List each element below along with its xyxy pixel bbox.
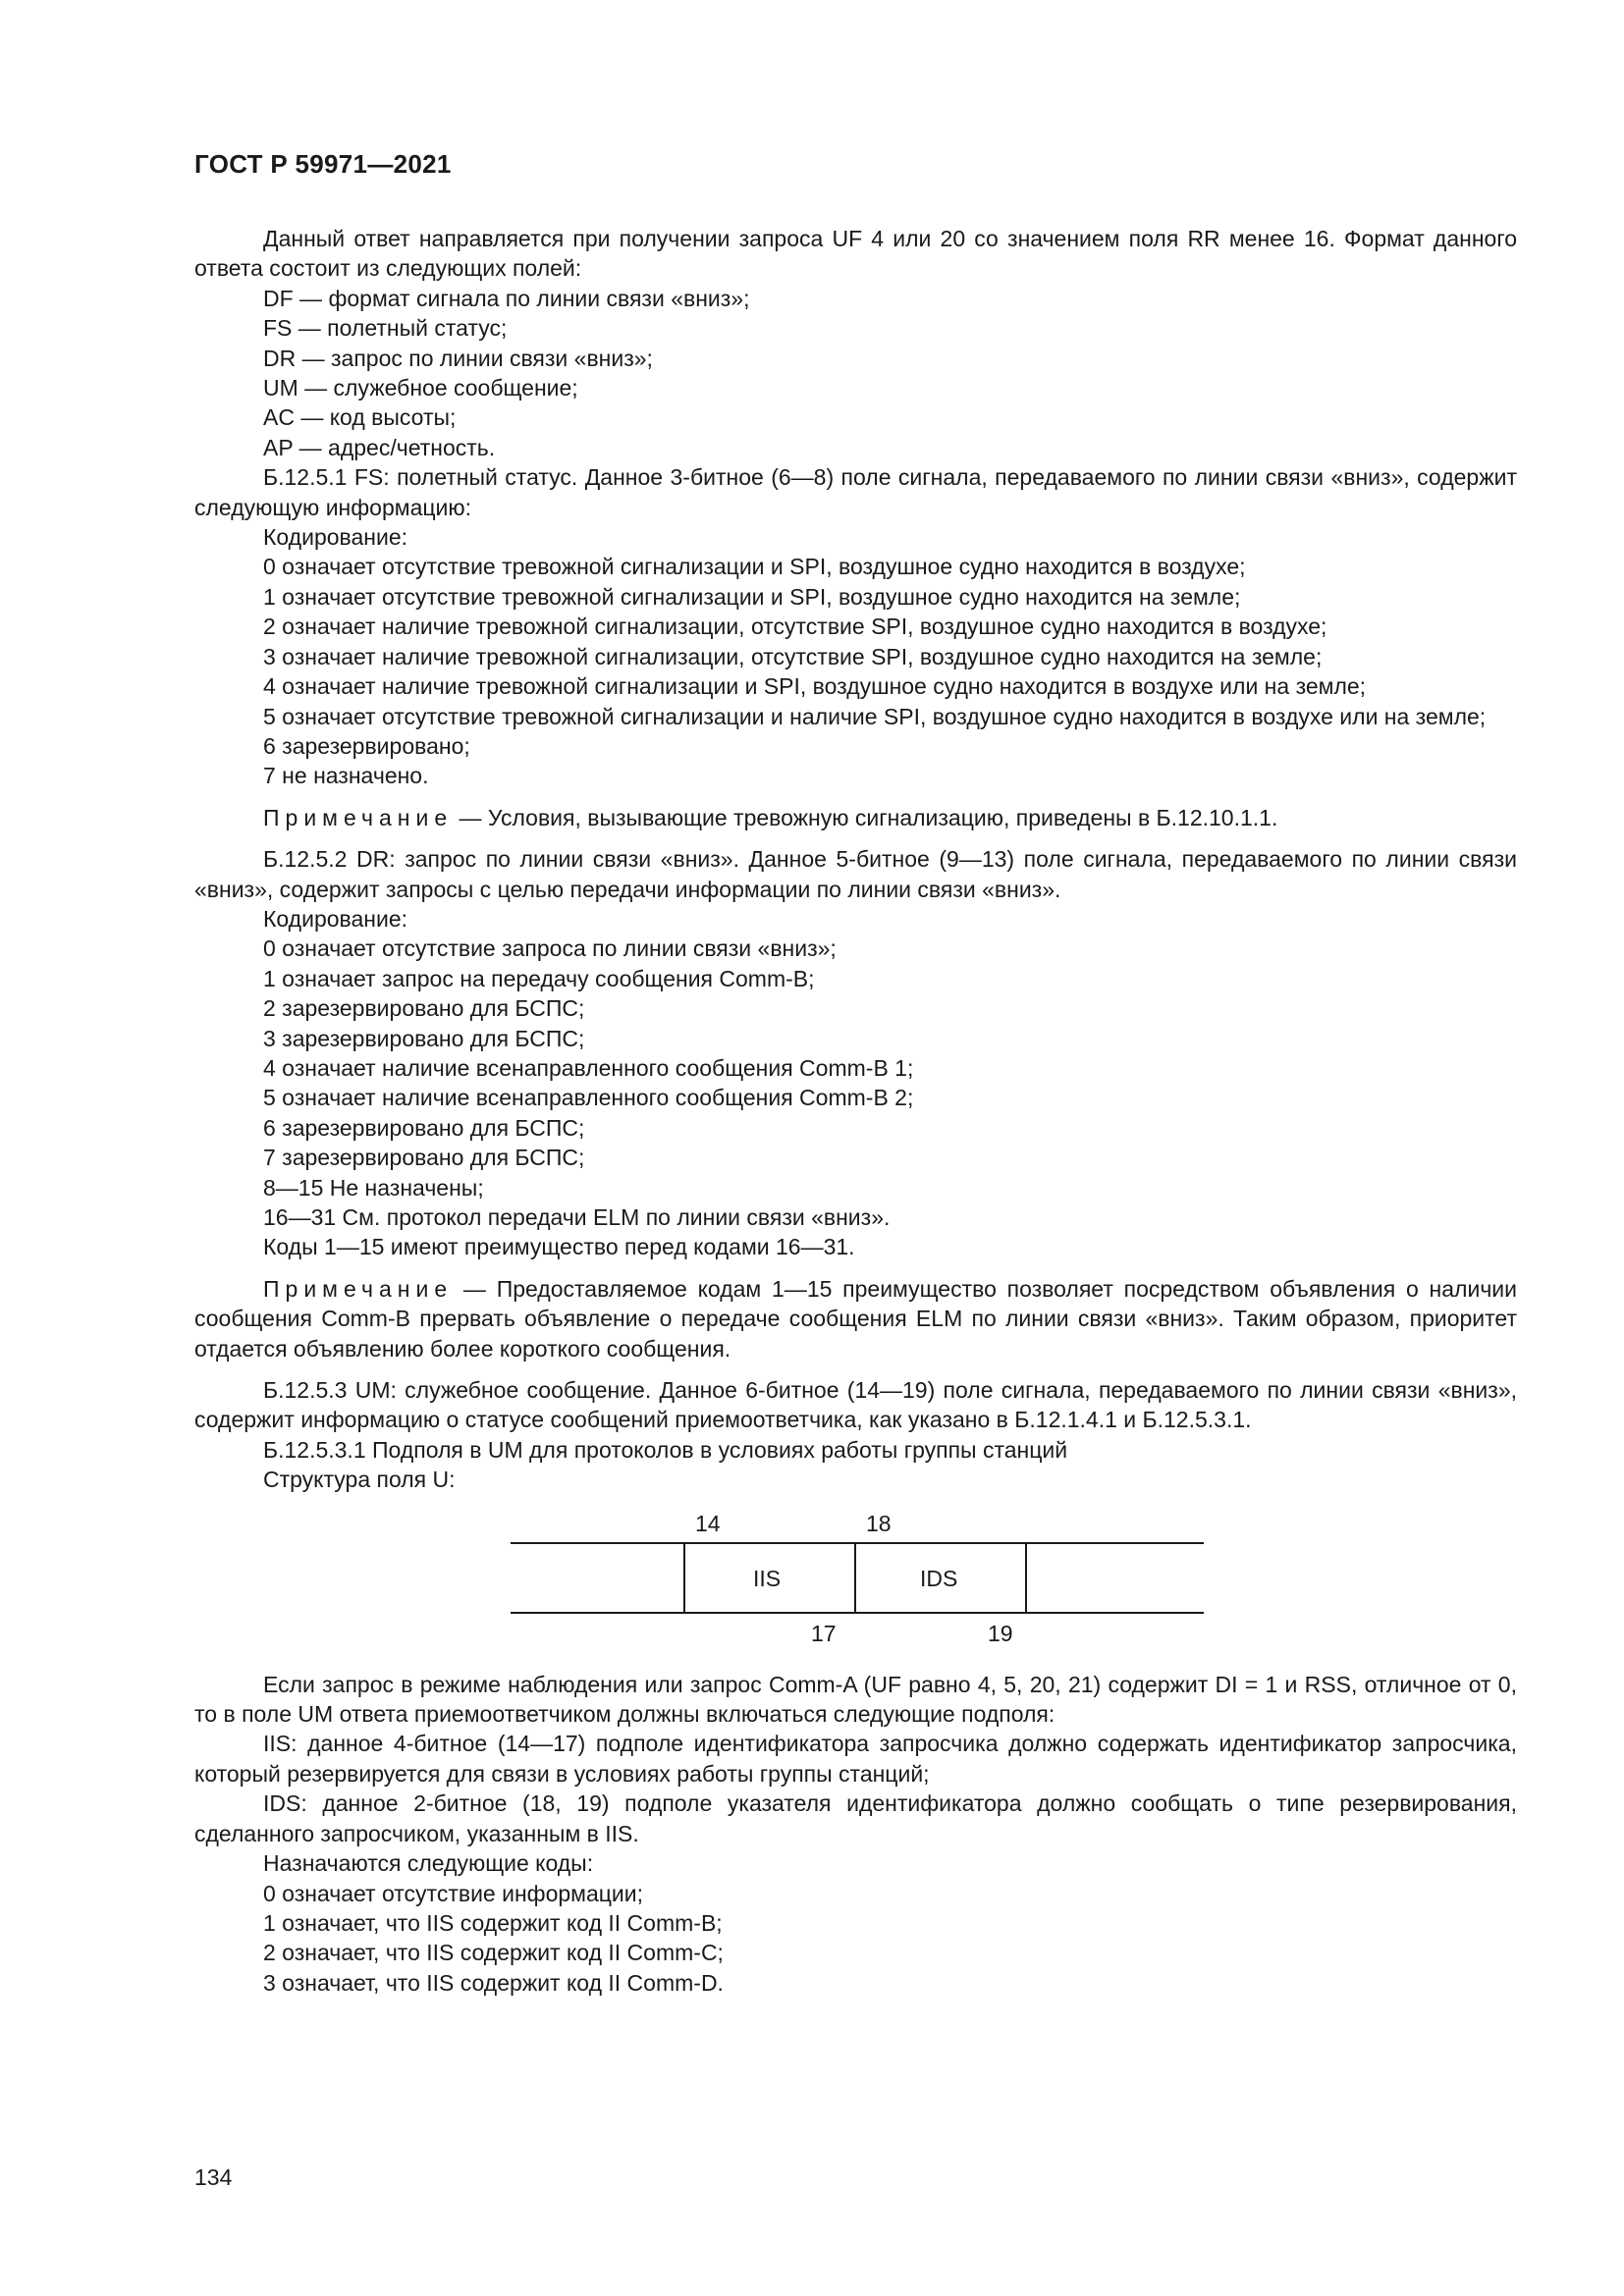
code-item: 1 означает, что IIS содержит код II Comm-B; <box>263 1909 723 1936</box>
code-item: 8—15 Не назначены; <box>263 1174 484 1201</box>
bit-label-14: 14 <box>695 1510 721 1536</box>
bit-label-17: 17 <box>811 1620 837 1646</box>
diagram-top-border <box>511 1542 1204 1544</box>
code-item: 6 зарезервировано для БСПС; <box>263 1114 585 1141</box>
page-number: 134 <box>194 2164 233 2190</box>
code-item: 2 означает, что IIS содержит код II Comm-C; <box>263 1940 724 1966</box>
field-item: UM — служебное сообщение; <box>263 375 578 401</box>
code-item: 1 означает отсутствие тревожной сигнализации и SPI, воздушное судно находится на земле; <box>263 583 1241 610</box>
diagram-divider <box>1025 1542 1027 1614</box>
field-item: AP — адрес/четность. <box>263 434 496 460</box>
note-label: Примечание <box>263 1275 454 1302</box>
coding-label: Кодирование: <box>263 524 408 551</box>
bit-label-18: 18 <box>866 1510 892 1536</box>
document-header: ГОСТ Р 59971—2021 <box>194 149 452 179</box>
code-item: 7 не назначено. <box>263 763 429 789</box>
code-item: 3 означает, что IIS содержит код II Comm-D. <box>263 1969 724 1996</box>
um-section-title: Б.12.5.3 UM: служебное сообщение. Данное 6-битное (14—19) поле сигнала, передаваемого по линии связи «вниз», содержит информацию о статусе сообщений приемоответчика, как указано в Б.12.1.4.1 и Б.12.5.3.1. <box>194 1377 1517 1433</box>
intro-paragraph: Данный ответ направляется при получении запроса UF 4 или 20 со значением поля RR менее 16. Формат данного ответа состоит из следующих полей: <box>194 226 1517 282</box>
diagram-bottom-border <box>511 1612 1204 1614</box>
code-item: 16—31 См. протокол передачи ELM по линии связи «вниз». <box>263 1204 891 1230</box>
field-item: AC — код высоты; <box>263 404 457 431</box>
code-item: Коды 1—15 имеют преимущество перед кодами 16—31. <box>263 1234 855 1260</box>
ids-description: IDS: данное 2-битное (18, 19) подполе указателя идентификатора должно сообщать о типе резервирования, сделанного запросчиком, указанным в IIS. <box>194 1790 1517 1846</box>
code-item: 7 зарезервировано для БСПС; <box>263 1145 585 1171</box>
code-item: 3 зарезервировано для БСПС; <box>263 1025 585 1051</box>
code-item: 6 зарезервировано; <box>263 732 470 759</box>
code-item: 0 означает отсутствие информации; <box>263 1880 644 1906</box>
code-item: 0 означает отсутствие тревожной сигнализации и SPI, воздушное судно находится в воздухе; <box>263 554 1246 580</box>
field-item: DF — формат сигнала по линии связи «вниз»; <box>263 285 750 311</box>
code-item: 0 означает отсутствие запроса по линии связи «вниз»; <box>263 935 837 962</box>
fs-note <box>194 803 1517 832</box>
page-content <box>194 224 1517 1998</box>
dr-section-title: Б.12.5.2 DR: запрос по линии связи «вниз». Данное 5-битное (9—13) поле сигнала, передаваемого по линии связи «вниз», содержит запросы с целью передачи информации по линии связи «вниз». <box>194 846 1517 902</box>
fs-section-title: Б.12.5.1 FS: полетный статус. Данное 3-битное (6—8) поле сигнала, передаваемого по линии связи «вниз», содержит следующую информацию: <box>194 464 1517 520</box>
code-item: 3 означает наличие тревожной сигнализации, отсутствие SPI, воздушное судно находится на земле; <box>263 643 1323 669</box>
code-item: 1 означает запрос на передачу сообщения Comm-B; <box>263 965 815 991</box>
code-item: 2 зарезервировано для БСПС; <box>263 995 585 1022</box>
ids-cell-label: IDS <box>920 1565 958 1591</box>
note-label: Примечание <box>263 804 454 830</box>
um-structure-label: Структура поля U: <box>263 1467 456 1493</box>
field-item: DR — запрос по линии связи «вниз»; <box>263 345 653 371</box>
diagram-divider <box>683 1542 685 1614</box>
um-subsection-title: Б.12.5.3.1 Подполя в UM для протоколов в условиях работы группы станций <box>263 1436 1068 1463</box>
field-item: FS — полетный статус; <box>263 315 508 342</box>
bit-label-19: 19 <box>988 1620 1013 1646</box>
um-subfields-paragraph: Если запрос в режиме наблюдения или запрос Comm-A (UF равно 4, 5, 20, 21) содержит DI = 1 и RSS, отличное от 0, то в поле UM ответа приемоответчиком должны включаться следующие подполя: <box>194 1671 1517 1728</box>
code-item: 5 означает отсутствие тревожной сигнализации и наличие SPI, воздушное судно находится в воздухе или на земле; <box>263 703 1487 729</box>
code-item: 4 означает наличие всенаправленного сообщения Comm-B 1; <box>263 1054 914 1081</box>
diagram-divider <box>854 1542 856 1614</box>
codes-assign-label: Назначаются следующие коды: <box>263 1850 594 1877</box>
code-item: 5 означает наличие всенаправленного сообщения Comm-B 2; <box>263 1085 914 1111</box>
dr-note <box>194 1274 1517 1363</box>
u-field-structure-diagram <box>194 1509 1517 1656</box>
note-text: — Условия, вызывающие тревожную сигнализацию, приведены в Б.12.10.1.1. <box>453 804 1278 830</box>
code-item: 2 означает наличие тревожной сигнализации, отсутствие SPI, воздушное судно находится в воздухе; <box>263 614 1327 640</box>
note-text: — Предоставляемое кодам 1—15 преимущество позволяет посредством объявления о наличии сообщения Comm-B прервать объявление о передаче сообщения ELM по линии связи «вниз». Таким образом, приоритет отдается объявлению более короткого сообщения. <box>194 1275 1517 1362</box>
code-item: 4 означает наличие тревожной сигнализации и SPI, воздушное судно находится в воздухе или на земле; <box>263 673 1367 700</box>
iis-description: IIS: данное 4-битное (14—17) подполе идентификатора запросчика должно содержать идентификатор запросчика, который резервируется для связи в условиях работы группы станций; <box>194 1731 1517 1787</box>
coding-label: Кодирование: <box>263 905 408 932</box>
iis-cell-label: IIS <box>753 1565 782 1591</box>
